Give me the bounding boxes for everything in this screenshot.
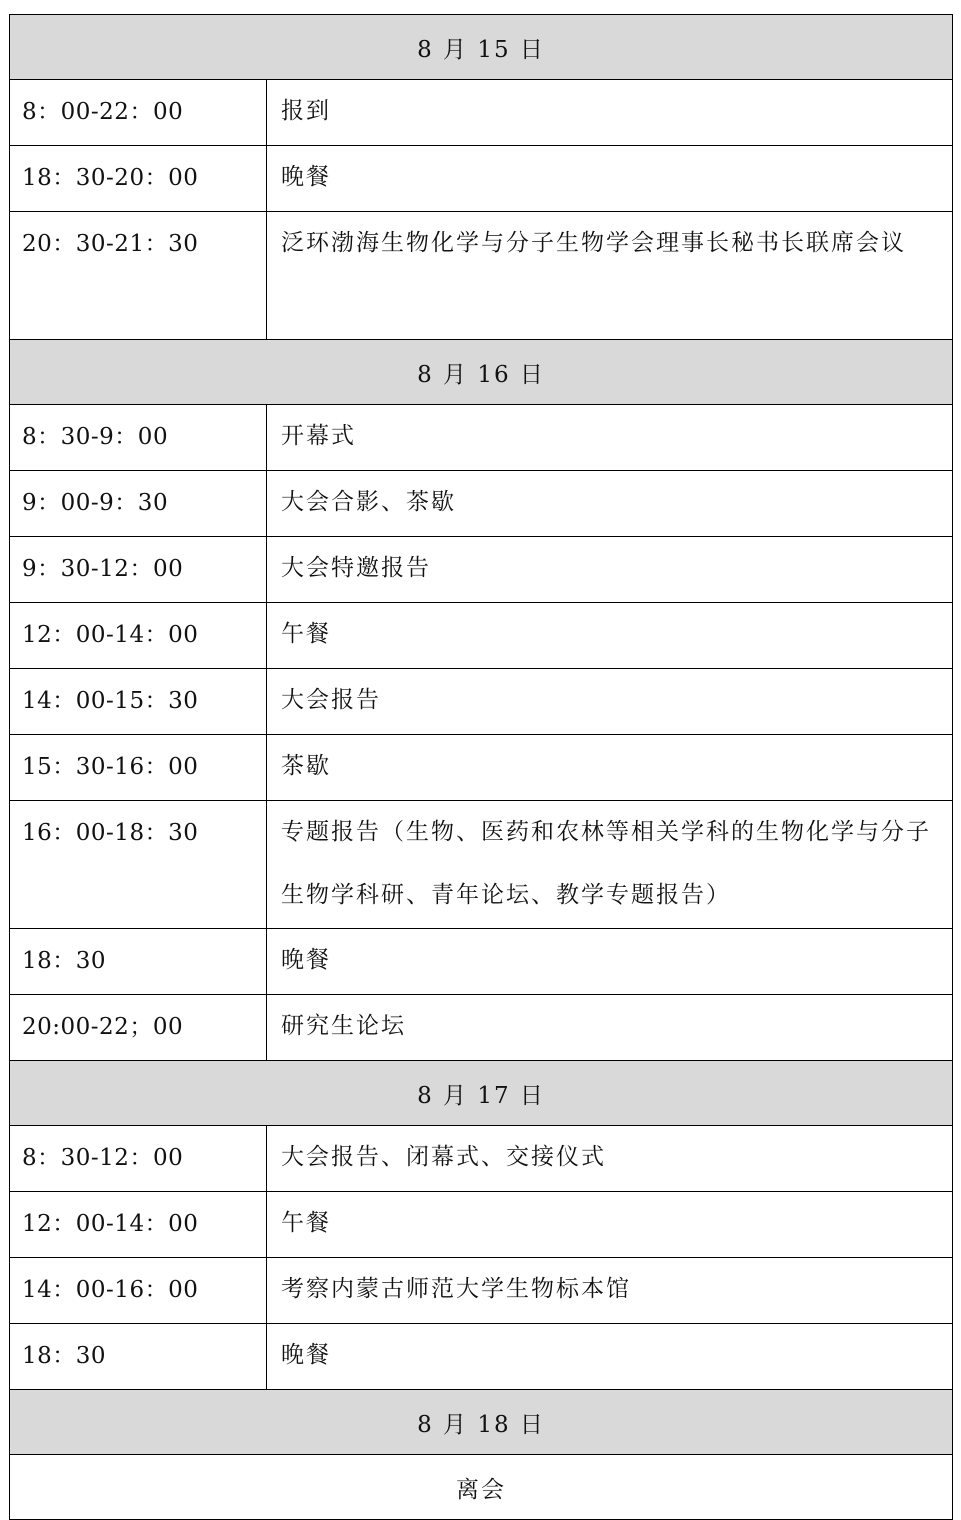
event-cell: 大会特邀报告: [267, 537, 953, 603]
time-cell: 16：00-18：30: [10, 801, 267, 929]
schedule-row: [10, 471, 953, 537]
event-cell: 研究生论坛: [267, 995, 953, 1061]
event-cell: 茶歇: [267, 735, 953, 801]
event-cell: 晚餐: [267, 929, 953, 995]
time-cell: 18：30: [10, 929, 267, 995]
schedule-row: [10, 669, 953, 735]
time-cell: 9：00-9：30: [10, 471, 267, 537]
time-cell: 8：30-9：00: [10, 405, 267, 471]
schedule-row: [10, 146, 953, 212]
time-cell: 14：00-15：30: [10, 669, 267, 735]
time-cell: 18：30-20：00: [10, 146, 267, 212]
schedule-row: [10, 212, 953, 340]
departure-row: [10, 1455, 953, 1520]
event-cell: 泛环渤海生物化学与分子生物学会理事长秘书长联席会议: [267, 212, 953, 340]
event-cell: 开幕式: [267, 405, 953, 471]
schedule-row: [10, 1192, 953, 1258]
time-cell: 8：30-12：00: [10, 1126, 267, 1192]
event-cell: 报到: [267, 80, 953, 146]
time-cell: 12：00-14：00: [10, 1192, 267, 1258]
day-header-row: [10, 1390, 953, 1455]
time-cell: 8：00-22：00: [10, 80, 267, 146]
schedule-row: [10, 1258, 953, 1324]
event-cell: 晚餐: [267, 146, 953, 212]
time-cell: 12：00-14：00: [10, 603, 267, 669]
event-cell: 考察内蒙古师范大学生物标本馆: [267, 1258, 953, 1324]
event-cell: 大会报告、闭幕式、交接仪式: [267, 1126, 953, 1192]
schedule-row: [10, 995, 953, 1061]
day-date: 8 月 16 日: [10, 340, 953, 405]
day-header-row: [10, 15, 953, 80]
event-cell: 午餐: [267, 603, 953, 669]
day-header-row: [10, 1061, 953, 1126]
time-cell: 20：30-21：30: [10, 212, 267, 340]
day-header-row: [10, 340, 953, 405]
event-cell: 大会合影、茶歇: [267, 471, 953, 537]
time-cell: 15：30-16：00: [10, 735, 267, 801]
event-cell: 晚餐: [267, 1324, 953, 1390]
schedule-table: [9, 14, 953, 1520]
schedule-row: [10, 929, 953, 995]
day-date: 8 月 17 日: [10, 1061, 953, 1126]
schedule-row: [10, 1126, 953, 1192]
schedule-row: [10, 405, 953, 471]
event-cell: 午餐: [267, 1192, 953, 1258]
event-cell: 大会报告: [267, 669, 953, 735]
schedule-row: [10, 537, 953, 603]
schedule-row: [10, 735, 953, 801]
departure-note: 离会: [10, 1455, 953, 1520]
schedule-row: [10, 603, 953, 669]
time-cell: 9：30-12：00: [10, 537, 267, 603]
time-cell: 18：30: [10, 1324, 267, 1390]
day-date: 8 月 18 日: [10, 1390, 953, 1455]
schedule-row: [10, 801, 953, 929]
day-date: 8 月 15 日: [10, 15, 953, 80]
schedule-row: [10, 80, 953, 146]
schedule-row: [10, 1324, 953, 1390]
event-cell: 专题报告（生物、医药和农林等相关学科的生物化学与分子生物学科研、青年论坛、教学专题报告）: [267, 801, 953, 929]
time-cell: 14：00-16：00: [10, 1258, 267, 1324]
time-cell: 20:00-22；00: [10, 995, 267, 1061]
